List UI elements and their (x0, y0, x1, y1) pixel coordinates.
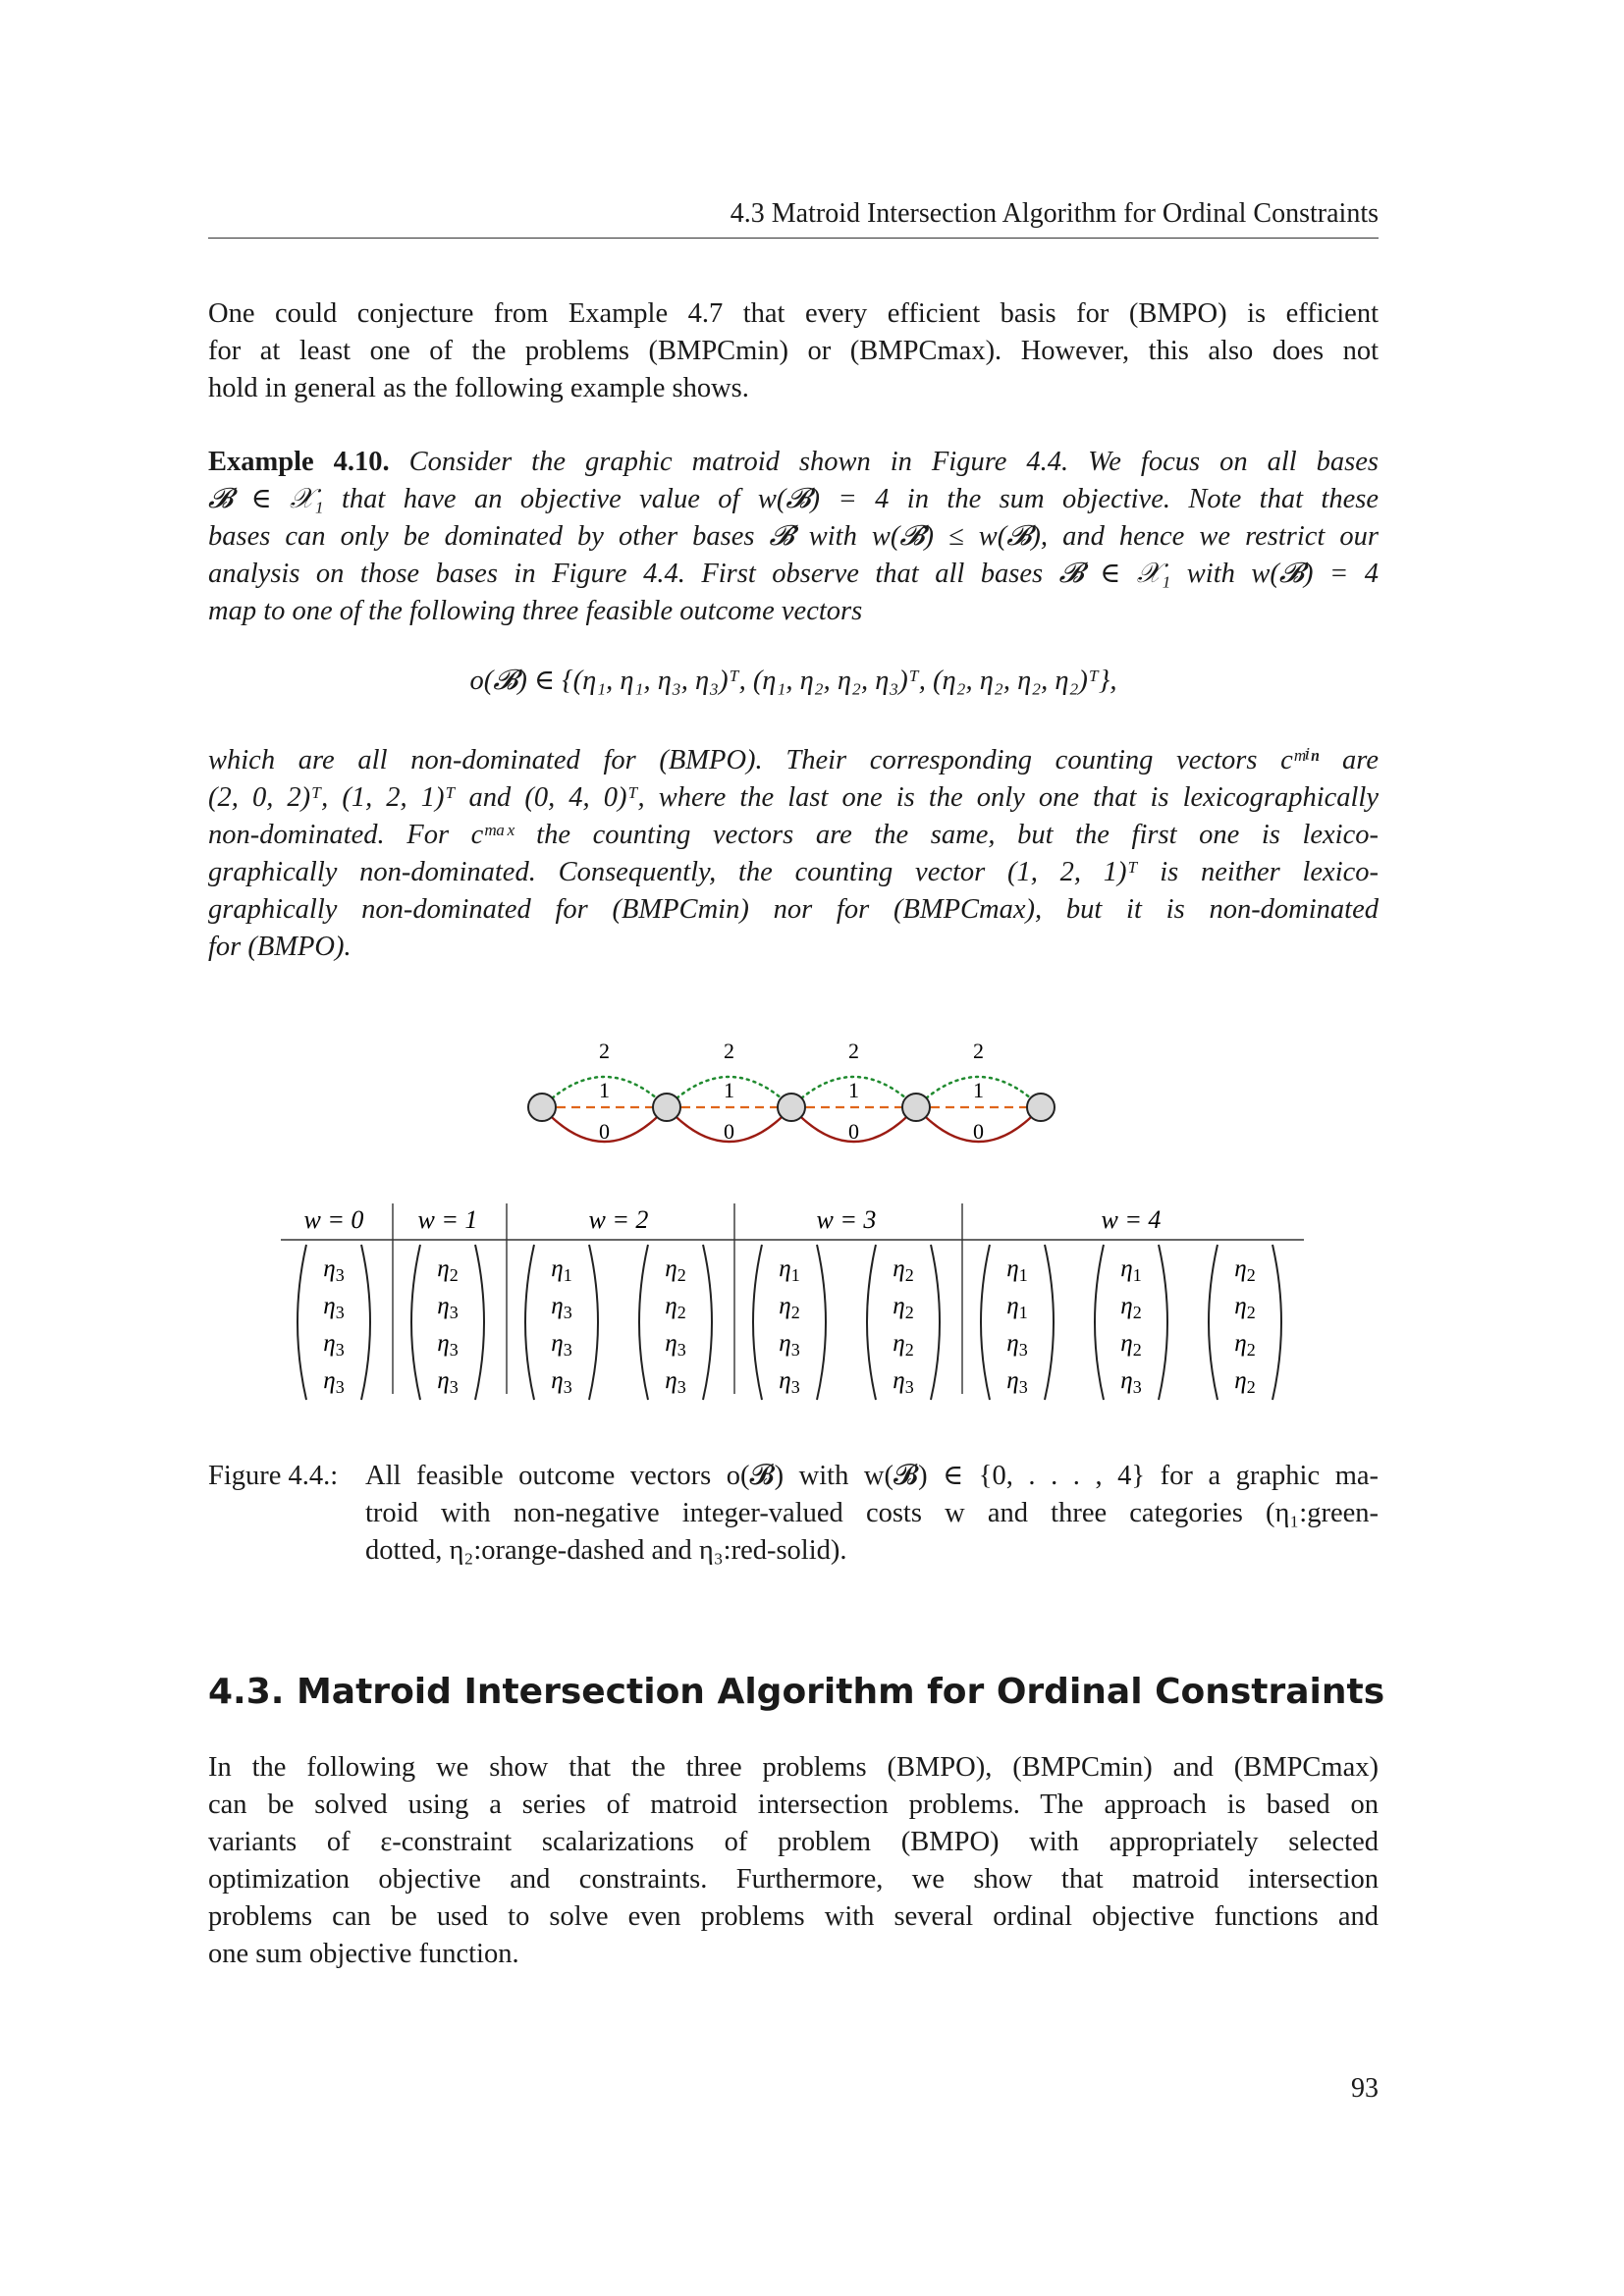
vector-entry: $\eta_3$ (1120, 1367, 1142, 1397)
text-line: map to one of the following three feasible outcome vectors (208, 596, 863, 626)
vector-entry: $\eta_3$ (551, 1367, 572, 1397)
vector-entry-index: 3 (790, 1377, 800, 1397)
vector-entry-index: 3 (449, 1377, 459, 1397)
vector-entry-index: 3 (1018, 1377, 1028, 1397)
vector-entry-index: 1 (790, 1265, 800, 1285)
edge-label-red: 0 (848, 1119, 859, 1144)
vector-entry: $\eta_1$ (1006, 1293, 1028, 1322)
text-line: can be solved using a series of matroid intersection problems. The approach is based on (208, 1789, 1379, 1820)
vector-entry: $\eta_2$ (1234, 1255, 1256, 1285)
text-line: graphically non-dominated for (BMPCmin) nor for (BMPCmax), but it is non-dominated (208, 894, 1379, 925)
vector-entry: $\eta_3$ (893, 1367, 914, 1397)
vector-entry-index: 2 (677, 1265, 686, 1285)
vector-entry-index: 3 (449, 1340, 459, 1360)
edge-label-green: 2 (973, 1039, 984, 1063)
vector-entry: $\eta_3$ (665, 1330, 686, 1360)
vector-entry: $\eta_1$ (1120, 1255, 1142, 1285)
vector-left-paren (981, 1245, 990, 1400)
vector-entry: $\eta_3$ (551, 1330, 572, 1360)
vector-entry: $\eta_1$ (551, 1255, 572, 1285)
vector-entry-index: 3 (449, 1303, 459, 1322)
vector-entry: $\eta_1$ (1006, 1255, 1028, 1285)
vector-right-paren (475, 1245, 484, 1400)
vector-entry-index: 2 (1132, 1340, 1142, 1360)
vector-entry: $\eta_3$ (665, 1367, 686, 1397)
vector-entry: $\eta_3$ (323, 1255, 345, 1285)
text-line: In the following we show that the three problems (BMPO), (BMPCmin) and (BMPCmax) (208, 1752, 1379, 1783)
example-label: Example 4.10. (208, 447, 390, 477)
edge-label-orange: 1 (724, 1078, 734, 1102)
vector-entry-index: 2 (904, 1303, 914, 1322)
vector-entry-index: 2 (1246, 1377, 1256, 1397)
vector-entry: $\eta_2$ (1120, 1293, 1142, 1322)
vector-entry-index: 3 (335, 1303, 345, 1322)
vector-left-paren (411, 1245, 420, 1400)
text-line: graphically non-dominated. Consequently, the counting vector (1, 2, 1)ᵀ is neither lexico- (208, 857, 1379, 887)
running-header: 4.3 Matroid Intersection Algorithm for Ordinal Constraints (730, 198, 1379, 229)
edge-label-red: 0 (724, 1119, 734, 1144)
vector-entry: $\eta_2$ (893, 1293, 914, 1322)
display-equation: o(𝓑) ∈ {(η₁, η₁, η₃, η₃)ᵀ, (η₁, η₂, η₂, η₃)ᵀ, (η₂, η₂, η₂, η₂)ᵀ}, (469, 666, 1117, 696)
vector-entry-index: 3 (790, 1340, 800, 1360)
vector-entry: $\eta_2$ (665, 1255, 686, 1285)
vector-entry: $\eta_3$ (437, 1367, 459, 1397)
text-line: 𝓑 ∈ 𝒳₁ that have an objective value of w(𝓑) = 4 in the sum objective. Note that these (208, 484, 1379, 514)
vector-entry-index: 1 (1132, 1265, 1142, 1285)
vector-entry: $\eta_2$ (893, 1330, 914, 1360)
vector-entry-index: 3 (563, 1340, 572, 1360)
page-number: 93 (1351, 2073, 1379, 2104)
vector-entry-index: 2 (449, 1265, 459, 1285)
text-line: optimization objective and constraints. Furthermore, we show that matroid intersection (208, 1864, 1379, 1895)
text-line: for at least one of the problems (BMPCmin) or (BMPCmax). However, this also does not (208, 336, 1379, 366)
vector-entry: $\eta_2$ (779, 1293, 800, 1322)
edge-label-green: 2 (599, 1039, 610, 1063)
vector-entry-index: 3 (563, 1377, 572, 1397)
vector-entry-index: 2 (790, 1303, 800, 1322)
vector-entry: $\eta_3$ (1006, 1330, 1028, 1360)
vector-entry-index: 2 (904, 1340, 914, 1360)
edge-label-orange: 1 (973, 1078, 984, 1102)
figure-4-4 (265, 1021, 1326, 1414)
vector-entry-index: 1 (1018, 1265, 1028, 1285)
vector-entry-index: 2 (677, 1303, 686, 1322)
header-rule (208, 238, 1379, 239)
caption-line: dotted, η₂:orange-dashed and η₃:red-solid). (365, 1535, 847, 1566)
caption-label: Figure 4.4.: (208, 1461, 339, 1491)
vector-right-paren (589, 1245, 598, 1400)
vector-entry-index: 3 (335, 1377, 345, 1397)
weight-header: w = 2 (588, 1205, 649, 1234)
vector-entry: $\eta_3$ (437, 1330, 459, 1360)
graph-node (902, 1094, 930, 1121)
vector-entry: $\eta_2$ (1234, 1367, 1256, 1397)
text-line: Consider the graphic matroid shown in Figure 4.4. We focus on all bases (408, 447, 1379, 477)
text-line: bases can only be dominated by other bases 𝓑̂ with w(𝓑̂) ≤ w(𝓑), and hence we restrict our (208, 521, 1379, 552)
vector-entry: $\eta_3$ (779, 1330, 800, 1360)
vector-entry-index: 2 (1246, 1303, 1256, 1322)
vector-right-paren (361, 1245, 370, 1400)
vector-entry: $\eta_3$ (323, 1330, 345, 1360)
caption-line: troid with non-negative integer-valued costs w and three categories (η₁:green- (365, 1498, 1379, 1528)
weight-header: w = 0 (303, 1205, 364, 1234)
vector-right-paren (1159, 1245, 1167, 1400)
vector-entry-index: 3 (563, 1303, 572, 1322)
vector-left-paren (867, 1245, 876, 1400)
vector-entry-index: 2 (1132, 1303, 1142, 1322)
vector-entry: $\eta_2$ (1234, 1293, 1256, 1322)
vector-right-paren (703, 1245, 712, 1400)
vector-entry-index: 1 (563, 1265, 572, 1285)
vector-left-paren (525, 1245, 534, 1400)
vector-right-paren (1272, 1245, 1281, 1400)
vector-entry-index: 3 (904, 1377, 914, 1397)
graph-node (778, 1094, 805, 1121)
weight-header: w = 3 (816, 1205, 877, 1234)
text-line: non-dominated. For cᵐᵃˣ the counting vectors are the same, but the first one is lexico- (208, 820, 1379, 850)
weight-header: w = 4 (1101, 1205, 1162, 1234)
text-line: one sum objective function. (208, 1939, 519, 1969)
example-continuation (208, 742, 1379, 966)
caption-line: All feasible outcome vectors o(𝓑) with w(𝓑) ∈ {0, . . . , 4} for a graphic ma- (365, 1461, 1379, 1491)
vector-entry: $\eta_2$ (893, 1255, 914, 1285)
vector-entry-index: 3 (1018, 1340, 1028, 1360)
vector-right-paren (931, 1245, 940, 1400)
vector-entry: $\eta_3$ (323, 1367, 345, 1397)
vector-entry: $\eta_2$ (1120, 1330, 1142, 1360)
vector-entry-index: 3 (335, 1265, 345, 1285)
text-line: variants of ε-constraint scalarizations of problem (BMPO) with appropriately selected (208, 1827, 1379, 1857)
section-paragraph (208, 1749, 1379, 1973)
text-line: (2, 0, 2)ᵀ, (1, 2, 1)ᵀ and (0, 4, 0)ᵀ, where the last one is the only one that is lexicographically (208, 782, 1379, 813)
vector-entry-index: 3 (1132, 1377, 1142, 1397)
edge-label-red: 0 (599, 1119, 610, 1144)
vector-entry-index: 2 (1246, 1265, 1256, 1285)
edge-label-green: 2 (848, 1039, 859, 1063)
text-line: for (BMPO). (208, 932, 352, 962)
vector-entry: $\eta_3$ (1006, 1367, 1028, 1397)
text-line: problems can be used to solve even problems with several ordinal objective functions and (208, 1901, 1379, 1932)
vector-left-paren (639, 1245, 648, 1400)
vector-entry-index: 2 (904, 1265, 914, 1285)
edge-label-red: 0 (973, 1119, 984, 1144)
vector-right-paren (1045, 1245, 1054, 1400)
text-line: hold in general as the following example shows. (208, 373, 749, 403)
text-line: One could conjecture from Example 4.7 that every efficient basis for (BMPO) is efficient (208, 298, 1379, 329)
graph-node (528, 1094, 556, 1121)
edge-label-orange: 1 (848, 1078, 859, 1102)
vector-entry-index: 3 (677, 1377, 686, 1397)
vector-entry: $\eta_2$ (665, 1293, 686, 1322)
vector-entry: $\eta_3$ (551, 1293, 572, 1322)
vector-left-paren (1095, 1245, 1104, 1400)
vector-entry-index: 1 (1018, 1303, 1028, 1322)
example-block (208, 444, 1379, 630)
vector-entry: $\eta_3$ (323, 1293, 345, 1322)
intro-paragraph (208, 295, 1379, 407)
weight-header: w = 1 (417, 1205, 478, 1234)
graph-node (653, 1094, 680, 1121)
vector-entry: $\eta_1$ (779, 1255, 800, 1285)
vector-left-paren (753, 1245, 762, 1400)
vector-entry-index: 3 (677, 1340, 686, 1360)
vector-entry: $\eta_2$ (437, 1255, 459, 1285)
edge-label-green: 2 (724, 1039, 734, 1063)
edge-label-orange: 1 (599, 1078, 610, 1102)
vector-entry-index: 3 (335, 1340, 345, 1360)
vector-left-paren (1209, 1245, 1218, 1400)
vector-right-paren (817, 1245, 826, 1400)
vector-entry: $\eta_3$ (779, 1367, 800, 1397)
graph-node (1027, 1094, 1055, 1121)
text-line: analysis on those bases in Figure 4.4. First observe that all bases 𝓑 ∈ 𝒳₁ with w(𝓑) = 4 (208, 559, 1379, 589)
vector-left-paren (298, 1245, 306, 1400)
vector-entry: $\eta_2$ (1234, 1330, 1256, 1360)
section-heading: 4.3. Matroid Intersection Algorithm for Ordinal Constraints (208, 1672, 1385, 1712)
vector-entry-index: 2 (1246, 1340, 1256, 1360)
text-line: which are all non-dominated for (BMPO). Their corresponding counting vectors cᵐⁱⁿ are (208, 745, 1379, 775)
vector-entry: $\eta_3$ (437, 1293, 459, 1322)
